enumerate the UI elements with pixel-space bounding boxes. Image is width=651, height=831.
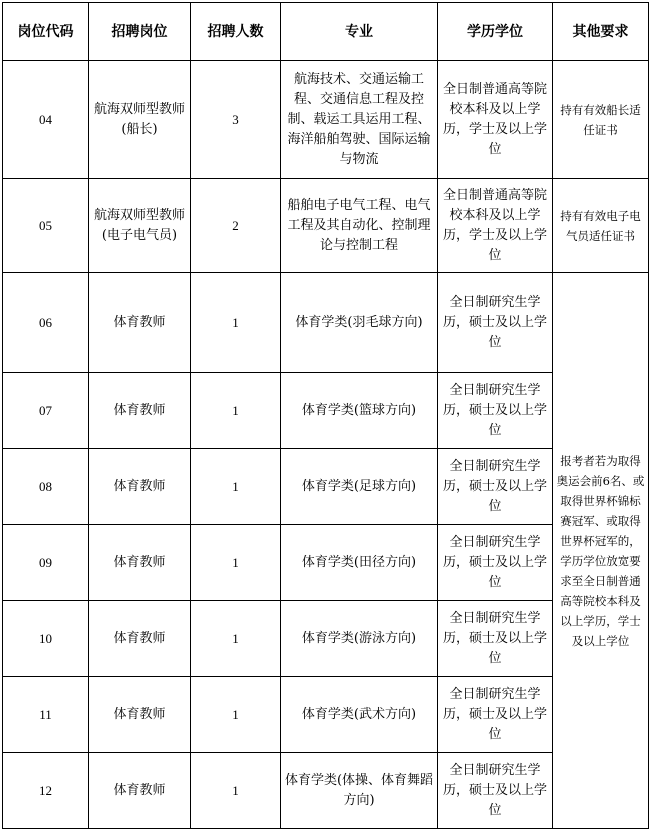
post-code: 04 [3,61,89,179]
header-other-requirements: 其他要求 [553,3,649,61]
post-count: 1 [191,449,281,525]
education: 全日制研究生学历，硕士及以上学位 [438,449,553,525]
table-row [3,179,649,273]
major: 体育学类(篮球方向) [281,373,438,449]
post-name: 航海双师型教师(船长) [89,61,191,179]
post-count: 1 [191,525,281,601]
major: 体育学类(足球方向) [281,449,438,525]
post-code: 10 [3,601,89,677]
header-code: 岗位代码 [3,3,89,61]
header-education: 学历学位 [438,3,553,61]
education: 全日制普通高等院校本科及以上学历，学士及以上学位 [438,179,553,273]
post-name: 体育教师 [89,601,191,677]
header-major: 专业 [281,3,438,61]
post-code: 07 [3,373,89,449]
post-code: 12 [3,753,89,829]
post-code: 08 [3,449,89,525]
major: 体育学类(体操、体育舞蹈方向) [281,753,438,829]
major: 船舶电子电气工程、电气工程及其自动化、控制理论与控制工程 [281,179,438,273]
table-row [3,753,649,829]
header-count: 招聘人数 [191,3,281,61]
education: 全日制研究生学历，硕士及以上学位 [438,601,553,677]
table-row [3,61,649,179]
recruitment-table [2,2,649,829]
post-name: 航海双师型教师(电子电气员) [89,179,191,273]
post-code: 06 [3,273,89,373]
sports-requirement: 报考者若为取得奥运会前6名、或取得世界杯锦标赛冠军、或取得世界杯冠军的，学历学位放宽要求至全日制普通高等院校本科及以上学历，学士及以上学位 [553,273,649,829]
major: 体育学类(田径方向) [281,525,438,601]
post-count: 1 [191,677,281,753]
table-row [3,525,649,601]
post-count: 1 [191,601,281,677]
post-code: 09 [3,525,89,601]
post-code: 11 [3,677,89,753]
post-count: 2 [191,179,281,273]
post-name: 体育教师 [89,525,191,601]
post-count: 3 [191,61,281,179]
education: 全日制研究生学历，硕士及以上学位 [438,677,553,753]
post-name: 体育教师 [89,449,191,525]
education: 全日制普通高等院校本科及以上学历，学士及以上学位 [438,61,553,179]
post-name: 体育教师 [89,273,191,373]
education: 全日制研究生学历，硕士及以上学位 [438,273,553,373]
table-row [3,449,649,525]
post-count: 1 [191,753,281,829]
post-count: 1 [191,373,281,449]
table-row [3,273,649,373]
post-count: 1 [191,273,281,373]
post-code: 05 [3,179,89,273]
other-requirement: 持有有效电子电气员适任证书 [553,179,649,273]
post-name: 体育教师 [89,373,191,449]
major: 体育学类(游泳方向) [281,601,438,677]
post-name: 体育教师 [89,753,191,829]
table-row [3,601,649,677]
major: 体育学类(羽毛球方向) [281,273,438,373]
post-name: 体育教师 [89,677,191,753]
header-post: 招聘岗位 [89,3,191,61]
education: 全日制研究生学历，硕士及以上学位 [438,753,553,829]
table-row [3,373,649,449]
header-row [3,3,649,61]
education: 全日制研究生学历，硕士及以上学位 [438,373,553,449]
table-row [3,677,649,753]
major: 体育学类(武术方向) [281,677,438,753]
other-requirement: 持有有效船长适任证书 [553,61,649,179]
major: 航海技术、交通运输工程、交通信息工程及控制、载运工具运用工程、海洋船舶驾驶、国际运输与物流 [281,61,438,179]
education: 全日制研究生学历，硕士及以上学位 [438,525,553,601]
